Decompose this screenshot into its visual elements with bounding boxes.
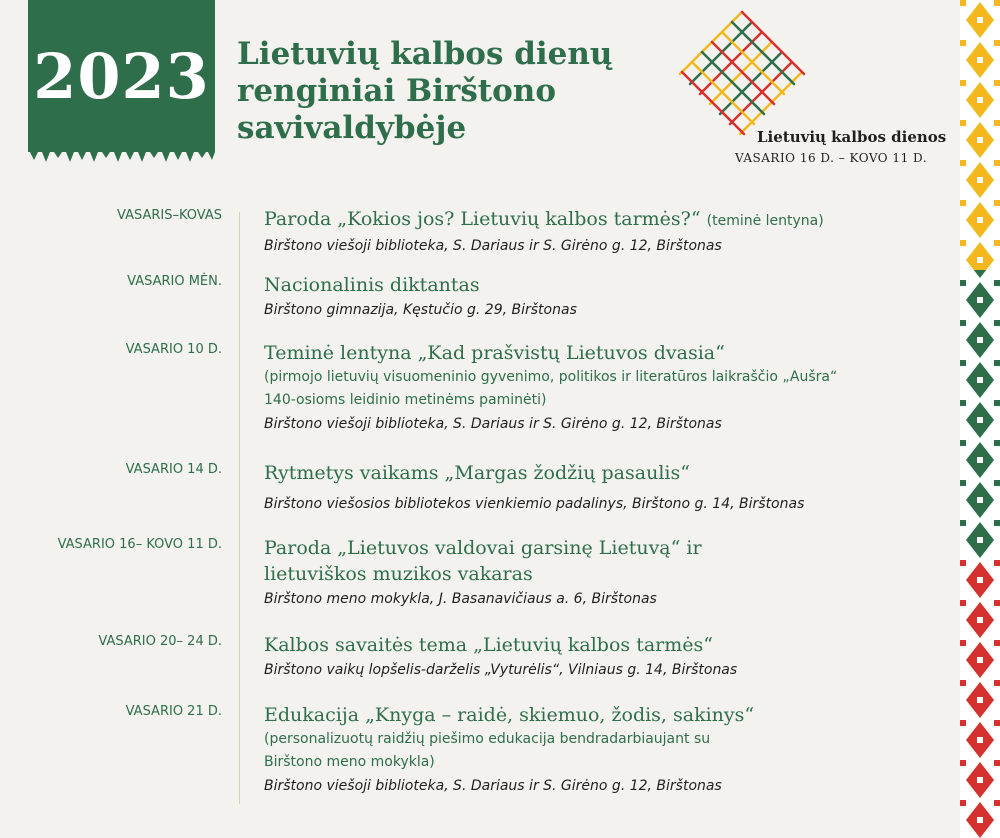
event-content — [264, 206, 954, 258]
event-location: Birštono meno mokykla, J. Basanavičiaus a. 6, Birštonas — [264, 591, 657, 607]
event-date: VASARIO MĖN. — [127, 274, 222, 289]
event-date: VASARIS–KOVAS — [117, 208, 222, 223]
title-line: savivaldybėje — [237, 110, 467, 147]
event-title-line: Teminė lentyna „Kad prašvistų Lietuvos dvasia“ — [264, 342, 725, 364]
folk-ornament-trim — [28, 148, 215, 164]
event-title-line: Nacionalinis diktantas — [264, 274, 480, 296]
event-location: Birštono vaikų lopšelis-darželis „Vyturėlis“, Vilniaus g. 14, Birštonas — [264, 662, 738, 678]
event-title-line: Edukacija „Knyga – raidė, skiemuo, žodis, sakinys“ — [264, 704, 755, 726]
event-note-line: (personalizuotų raidžių piešimo edukacija bendradarbiaujant su — [264, 731, 711, 747]
logo-name: Lietuvių kalbos dienos — [757, 128, 947, 146]
event-title — [264, 460, 954, 486]
event-title — [264, 702, 954, 728]
event-title-line: lietuviškos muzikos vakaras — [264, 563, 533, 585]
event-date: VASARIO 21 D. — [125, 704, 222, 719]
title-line: renginiai Birštono — [237, 73, 556, 110]
event-location: Birštono viešosios bibliotekos vienkiemio padalinys, Birštono g. 14, Birštonas — [264, 496, 805, 512]
event-title — [264, 272, 954, 298]
event-title — [264, 206, 954, 234]
event-date: VASARIO 14 D. — [125, 462, 222, 477]
event-title — [264, 535, 954, 587]
event-title-line: Kalbos savaitės tema „Lietuvių kalbos tarmės“ — [264, 634, 713, 656]
event-content — [264, 632, 954, 682]
event-note-line: (pirmojo lietuvių visuomeninio gyvenimo, politikos ir literatūros laikraščio „Aušra“ — [264, 369, 838, 385]
event-title-line: Paroda „Lietuvos valdovai garsinę Lietuvą“ ir — [264, 537, 702, 559]
lattice-logo — [672, 4, 812, 144]
event-location: Birštono viešoji biblioteka, S. Dariaus ir S. Girėno g. 12, Birštonas — [264, 238, 722, 254]
event-content — [264, 702, 954, 798]
event-date: VASARIO 20– 24 D. — [98, 634, 222, 649]
event-note-line: Birštono meno mokykla) — [264, 754, 435, 770]
event-date: VASARIO 10 D. — [125, 342, 222, 357]
event-title-line: Rytmetys vaikams „Margas žodžių pasaulis“ — [264, 462, 690, 484]
page-title — [237, 36, 667, 148]
event-content — [264, 460, 954, 516]
event-content — [264, 535, 954, 611]
event-note-line: 140-osioms leidinio metinėms paminėti) — [264, 392, 547, 408]
event-location: Birštono viešoji biblioteka, S. Dariaus ir S. Girėno g. 12, Birštonas — [264, 778, 722, 794]
event-date: VASARIO 16– KOVO 11 D. — [57, 537, 222, 552]
year-badge — [28, 0, 215, 148]
event-location: Birštono gimnazija, Kęstučio g. 29, Birštonas — [264, 302, 577, 318]
event-content — [264, 340, 954, 436]
event-title-line: Paroda „Kokios jos? Lietuvių kalbos tarmės?“ — [264, 208, 701, 230]
title-line: Lietuvių kalbos dienų — [237, 36, 613, 72]
event-title-note: (teminė lentyna) — [706, 213, 824, 229]
event-title — [264, 632, 954, 658]
event-title — [264, 340, 954, 366]
timeline-divider — [239, 212, 240, 804]
logo-dates: VASARIO 16 D. – KOVO 11 D. — [735, 151, 928, 165]
folk-sash-border — [960, 0, 1000, 838]
year-text: 2023 — [33, 40, 210, 113]
event-location: Birštono viešoji biblioteka, S. Dariaus ir S. Girėno g. 12, Birštonas — [264, 416, 722, 432]
event-content — [264, 272, 954, 322]
